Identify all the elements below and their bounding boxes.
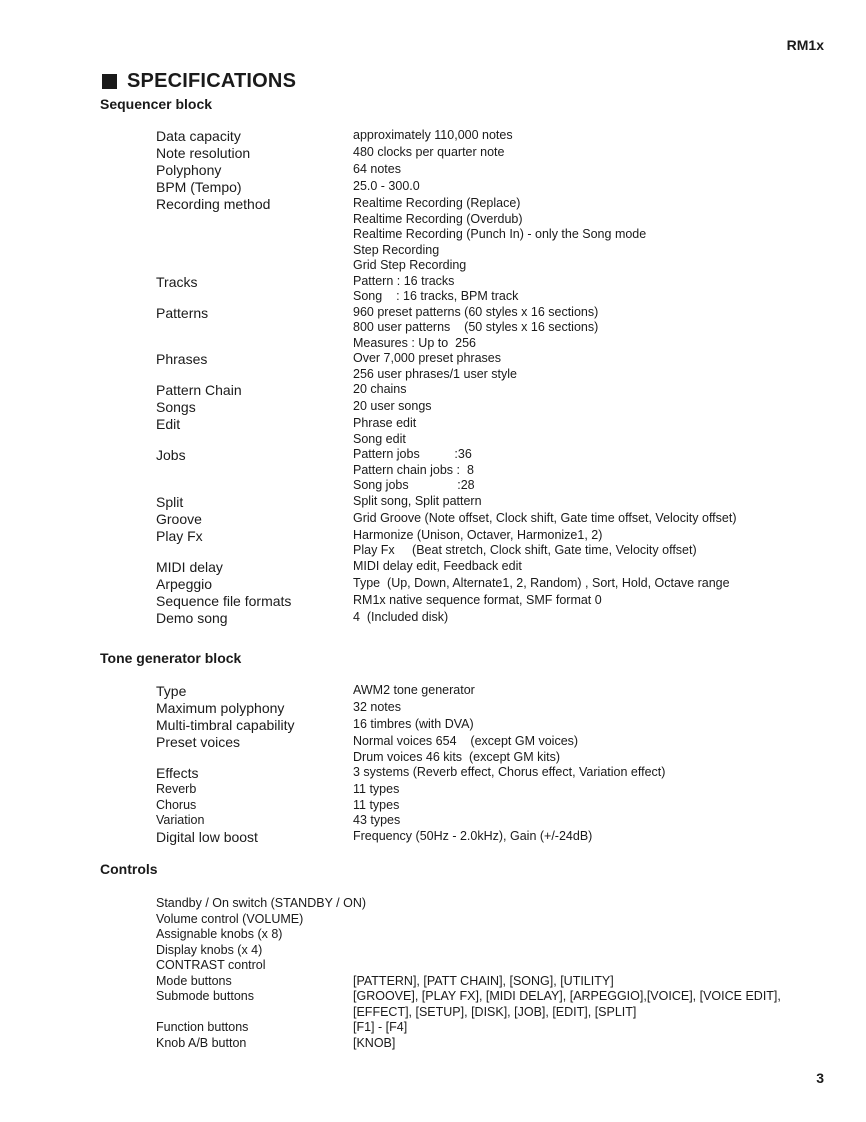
spec-row <box>156 782 836 798</box>
spec-value: Realtime Recording (Overdub) <box>353 211 523 226</box>
spec-label: Sequence file formats <box>156 592 292 609</box>
spec-label: Function buttons <box>156 1020 249 1034</box>
spec-value: 32 notes <box>353 700 401 714</box>
spec-row <box>156 399 836 416</box>
spec-value: Phrase edit <box>353 416 417 430</box>
spec-value: Realtime Recording (Replace) <box>353 196 521 210</box>
spec-label: Jobs <box>156 447 186 463</box>
spec-values <box>353 528 836 559</box>
spec-row <box>156 305 836 352</box>
spec-row <box>156 416 836 447</box>
spec-values <box>353 989 836 1020</box>
spec-values <box>353 1020 836 1036</box>
spec-values <box>353 128 836 145</box>
spec-value: Type (Up, Down, Alternate1, 2, Random) , Sort, Hold, Octave range <box>353 575 730 590</box>
spec-value: 256 user phrases/1 user style <box>353 366 517 381</box>
spec-values <box>353 179 836 196</box>
spec-value: [EFFECT], [SETUP], [DISK], [JOB], [EDIT], [SPLIT] <box>353 1004 637 1019</box>
spec-row <box>156 974 836 990</box>
spec-values <box>353 447 836 494</box>
spec-label: Submode buttons <box>156 989 254 1003</box>
spec-row <box>156 447 836 494</box>
spec-values <box>353 511 836 528</box>
spec-row <box>156 528 836 559</box>
spec-values <box>353 593 836 610</box>
spec-value: 25.0 - 300.0 <box>353 179 420 193</box>
spec-label: Assignable knobs (x 8) <box>156 927 283 941</box>
spec-label: Data capacity <box>156 128 241 144</box>
spec-label: CONTRAST control <box>156 958 266 972</box>
spec-values <box>303 912 836 928</box>
spec-row <box>156 943 836 959</box>
spec-value: approximately 110,000 notes <box>353 128 513 142</box>
spec-label: Note resolution <box>156 145 251 161</box>
spec-value: Song : 16 tracks, BPM track <box>353 289 519 303</box>
spec-values <box>353 765 836 782</box>
spec-value: RM1x native sequence format, SMF format 0 <box>353 592 602 607</box>
spec-label: Play Fx <box>156 527 203 544</box>
sequencer-spec-list <box>156 128 836 627</box>
spec-label: Display knobs (x 4) <box>156 942 263 957</box>
spec-row <box>156 912 836 928</box>
spec-row <box>156 717 836 734</box>
spec-values <box>353 576 836 593</box>
spec-value: 20 user songs <box>353 399 432 413</box>
spec-value: Play Fx (Beat stretch, Clock shift, Gate time, Velocity offset) <box>353 543 697 557</box>
spec-value: 64 notes <box>353 162 401 176</box>
spec-values <box>353 196 836 274</box>
spec-row <box>156 494 836 511</box>
spec-values <box>353 274 836 305</box>
spec-values <box>353 382 836 399</box>
spec-values <box>282 927 836 943</box>
spec-value: 16 timbres (with DVA) <box>353 717 474 731</box>
spec-label: Maximum polyphony <box>156 700 285 716</box>
spec-label: Split <box>156 493 184 510</box>
spec-value: AWM2 tone generator <box>353 683 475 697</box>
spec-values <box>353 305 836 352</box>
spec-label: Demo song <box>156 609 228 626</box>
spec-row <box>156 798 836 814</box>
spec-label: Phrases <box>156 351 208 367</box>
spec-values <box>353 829 836 846</box>
spec-label: Knob A/B button <box>156 1035 247 1050</box>
spec-values <box>353 683 836 700</box>
spec-label: Edit <box>156 416 181 432</box>
spec-values <box>353 974 836 990</box>
spec-values <box>353 416 836 447</box>
spec-value: [F1] - [F4] <box>353 1020 408 1034</box>
spec-values <box>266 958 836 974</box>
spec-row <box>156 179 836 196</box>
spec-row <box>156 196 836 274</box>
spec-label: Effects <box>156 765 199 781</box>
spec-values <box>353 494 836 511</box>
page-number: 3 <box>816 1070 824 1086</box>
sequencer-heading: Sequencer block <box>100 96 213 112</box>
spec-row <box>156 958 836 974</box>
spec-value: 11 types <box>353 782 400 796</box>
spec-row <box>156 700 836 717</box>
spec-label: Standby / On switch (STANDBY / ON) <box>156 896 367 910</box>
spec-label: Preset voices <box>156 734 241 750</box>
spec-label: Songs <box>156 399 196 415</box>
spec-values <box>353 145 836 162</box>
spec-values <box>353 717 836 734</box>
spec-value: 480 clocks per quarter note <box>353 145 505 159</box>
spec-label: Multi-timbral capability <box>156 717 295 733</box>
spec-value: Realtime Recording (Punch In) - only the Song mode <box>353 227 647 241</box>
spec-values <box>366 896 836 912</box>
spec-value: Pattern jobs :36 <box>353 447 472 461</box>
model-name: RM1x <box>786 37 824 53</box>
spec-label: Polyphony <box>156 162 222 178</box>
spec-label: Arpeggio <box>156 575 213 592</box>
spec-values <box>353 559 836 576</box>
spec-row <box>156 162 836 179</box>
spec-values <box>353 700 836 717</box>
spec-value: Song edit <box>353 431 406 446</box>
spec-value: Drum voices 46 kits (except GM kits) <box>353 749 560 764</box>
spec-values <box>353 399 836 416</box>
spec-label: MIDI delay <box>156 558 223 575</box>
spec-values <box>353 1036 836 1052</box>
spec-label: Patterns <box>156 304 209 321</box>
spec-row <box>156 511 836 528</box>
controls-heading: Controls <box>100 861 158 877</box>
tone-spec-list <box>156 683 836 846</box>
spec-value: Step Recording <box>353 242 440 257</box>
spec-value: Measures : Up to 256 <box>353 335 476 350</box>
title-square-icon <box>102 74 117 89</box>
spec-label: Mode buttons <box>156 973 232 988</box>
spec-row <box>156 989 836 1020</box>
spec-value: MIDI delay edit, Feedback edit <box>353 558 522 573</box>
spec-label: Recording method <box>156 196 271 212</box>
spec-label: BPM (Tempo) <box>156 179 242 195</box>
spec-row <box>156 610 836 627</box>
spec-row <box>156 128 836 145</box>
spec-row <box>156 145 836 162</box>
page-title: SPECIFICATIONS <box>127 70 297 92</box>
spec-values <box>262 943 836 959</box>
spec-value: 4 (Included disk) <box>353 609 449 624</box>
spec-value: 43 types <box>353 813 401 827</box>
spec-values <box>353 162 836 179</box>
controls-spec-list <box>156 896 836 1051</box>
spec-label: Volume control (VOLUME) <box>156 911 304 926</box>
spec-value: Grid Step Recording <box>353 258 467 272</box>
spec-value: Frequency (50Hz - 2.0kHz), Gain (+/-24dB) <box>353 828 593 843</box>
spec-value: Pattern chain jobs : 8 <box>353 462 474 477</box>
spec-row <box>156 1020 836 1036</box>
spec-value: [GROOVE], [PLAY FX], [MIDI DELAY], [ARPEGGIO],[VOICE], [VOICE EDIT], <box>353 989 781 1003</box>
title-row <box>102 70 296 93</box>
spec-row <box>156 351 836 382</box>
spec-label: Pattern Chain <box>156 382 242 398</box>
spec-value: 20 chains <box>353 382 407 396</box>
spec-value: Over 7,000 preset phrases <box>353 351 501 365</box>
spec-values <box>353 610 836 627</box>
spec-row <box>156 274 836 305</box>
spec-values <box>353 782 836 798</box>
spec-row <box>156 1036 836 1052</box>
spec-value: 800 user patterns (50 styles x 16 sections) <box>353 320 599 334</box>
spec-row <box>156 559 836 576</box>
spec-label: Groove <box>156 510 202 527</box>
spec-value: [KNOB] <box>353 1035 396 1050</box>
tone-heading: Tone generator block <box>100 650 242 666</box>
spec-label: Type <box>156 683 187 699</box>
spec-row <box>156 829 836 846</box>
spec-value: 960 preset patterns (60 styles x 16 sections) <box>353 304 599 319</box>
spec-row <box>156 576 836 593</box>
spec-label: Tracks <box>156 273 198 290</box>
spec-value: Song jobs :28 <box>353 478 475 492</box>
spec-row <box>156 927 836 943</box>
spec-value: Pattern : 16 tracks <box>353 273 455 288</box>
spec-row <box>156 896 836 912</box>
spec-row <box>156 593 836 610</box>
spec-label: Chorus <box>156 797 197 812</box>
spec-label: Reverb <box>156 782 197 796</box>
spec-value: Grid Groove (Note offset, Clock shift, Gate time offset, Velocity offset) <box>353 510 737 525</box>
spec-value: Split song, Split pattern <box>353 493 482 508</box>
spec-row <box>156 765 836 782</box>
spec-values <box>353 734 836 765</box>
spec-row <box>156 813 836 829</box>
spec-row <box>156 683 836 700</box>
spec-values <box>353 813 836 829</box>
spec-values <box>353 798 836 814</box>
spec-label: Digital low boost <box>156 828 258 845</box>
spec-row <box>156 382 836 399</box>
spec-value: 3 systems (Reverb effect, Chorus effect, Variation effect) <box>353 765 666 779</box>
spec-value: 11 types <box>353 797 400 812</box>
spec-values <box>353 351 836 382</box>
spec-row <box>156 734 836 765</box>
spec-value: Normal voices 654 (except GM voices) <box>353 734 579 748</box>
spec-value: Harmonize (Unison, Octaver, Harmonize1, 2) <box>353 527 603 542</box>
spec-label: Variation <box>156 813 205 827</box>
spec-value: [PATTERN], [PATT CHAIN], [SONG], [UTILITY] <box>353 973 614 988</box>
